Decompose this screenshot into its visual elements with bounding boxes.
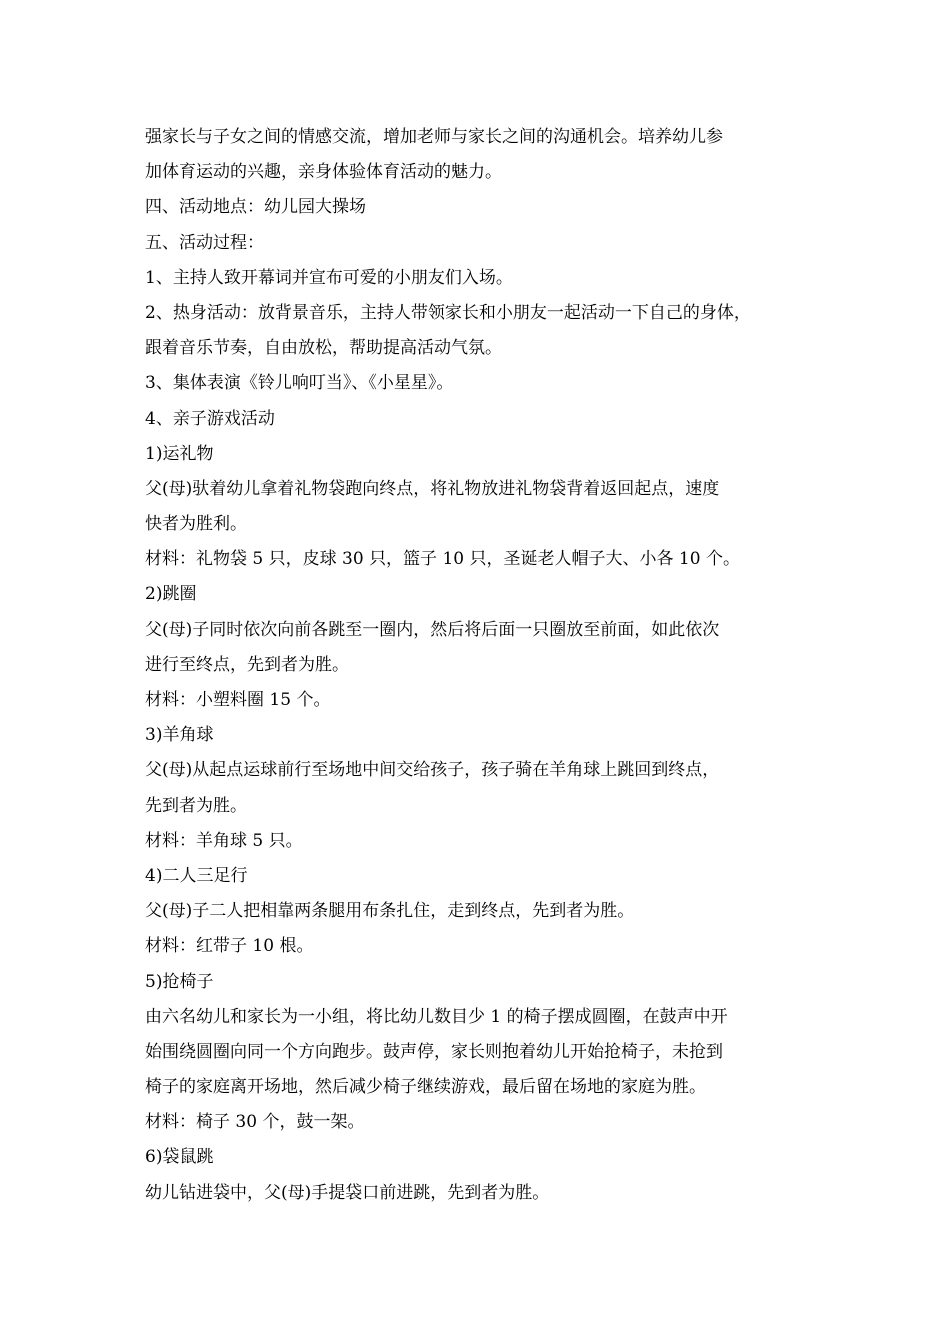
section-heading: 四、活动地点：幼儿园大操场	[145, 197, 366, 218]
game-title: 3)羊角球	[145, 725, 214, 746]
text-line: 强家长与子女之间的情感交流，增加老师与家长之间的沟通机会。培养幼儿参	[145, 127, 723, 147]
text-line: 由六名幼儿和家长为一小组，将比幼儿数目少 1 的椅子摆成圆圈，在鼓声中开	[145, 1006, 728, 1027]
game-title: 5)抢椅子	[145, 971, 214, 992]
materials-line: 材料：羊角球 5 只。	[145, 830, 303, 851]
text-line: 父(母)子二人把相靠两条腿用布条扎住，走到终点，先到者为胜。	[145, 901, 635, 922]
materials-line: 材料：椅子 30 个，鼓一架。	[145, 1112, 365, 1133]
game-title: 2)跳圈	[145, 584, 197, 605]
materials-line: 材料：小塑料圈 15 个。	[145, 690, 331, 710]
materials-line: 材料：礼物袋 5 只，皮球 30 只，篮子 10 只，圣诞老人帽子大、小各 10 个。	[145, 549, 740, 570]
text-line: 幼儿钻进袋中，父(母)手提袋口前进跳，先到者为胜。	[145, 1182, 550, 1203]
document-body	[145, 120, 825, 1211]
text-line: 父(母)驮着幼儿拿着礼物袋跑向终点，将礼物放进礼物袋背着返回起点，速度	[145, 478, 720, 499]
materials-line: 材料：红带子 10 根。	[145, 936, 314, 957]
text-line: 椅子的家庭离开场地，然后减少椅子继续游戏，最后留在场地的家庭为胜。	[145, 1077, 706, 1098]
text-line: 先到者为胜。	[145, 795, 247, 816]
text-line: 父(母)子同时依次向前各跳至一圈内，然后将后面一只圈放至前面，如此依次	[145, 619, 720, 640]
section-heading: 五、活动过程：	[145, 232, 264, 253]
game-title: 1)运礼物	[145, 443, 214, 464]
text-line: 2、热身活动：放背景音乐，主持人带领家长和小朋友一起活动一下自己的身体，	[145, 302, 751, 323]
text-line: 加体育运动的兴趣，亲身体验体育活动的魅力。	[145, 162, 502, 183]
text-line: 4、亲子游戏活动	[145, 408, 275, 429]
game-title: 6)袋鼠跳	[145, 1147, 214, 1168]
text-line: 跟着音乐节奏，自由放松，帮助提高活动气氛。	[145, 338, 502, 359]
text-line: 始围绕圆圈向同一个方向跑步。鼓声停，家长则抱着幼儿开始抢椅子，未抢到	[145, 1041, 723, 1062]
text-line: 父(母)从起点运球前行至场地中间交给孩子，孩子骑在羊角球上跳回到终点，	[145, 760, 720, 781]
game-title: 4)二人三足行	[145, 865, 248, 886]
text-line: 进行至终点，先到者为胜。	[145, 654, 349, 675]
text-line: 1、主持人致开幕词并宣布可爱的小朋友们入场。	[145, 267, 513, 288]
text-line: 快者为胜利。	[145, 514, 247, 535]
text-line: 3、集体表演《铃儿响叮当》、《小星星》。	[145, 373, 454, 394]
